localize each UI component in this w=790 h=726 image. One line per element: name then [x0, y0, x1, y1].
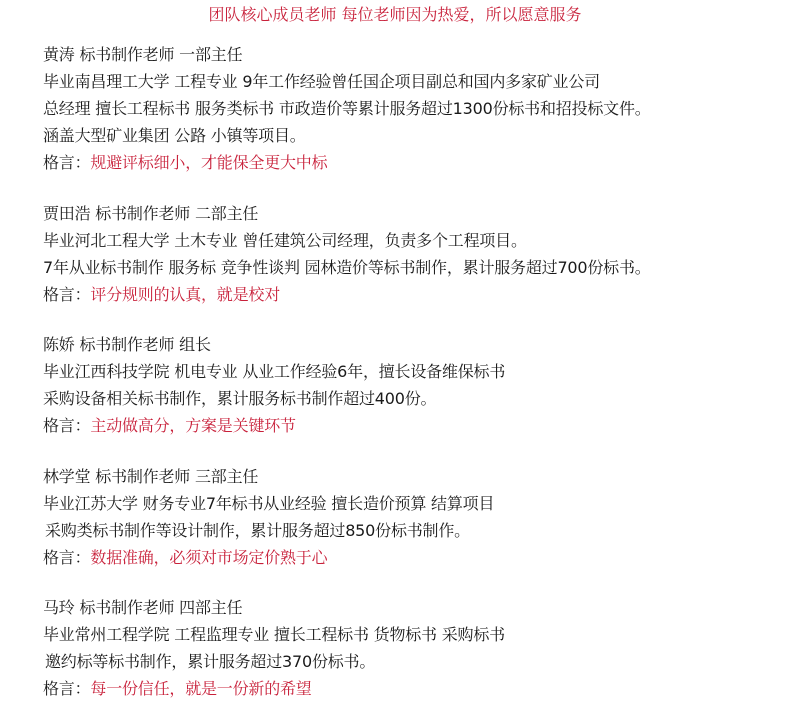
- member-heading: 陈娇 标书制作老师 组长: [43, 335, 211, 354]
- member-bio-line: 涵盖大型矿业集团 公路 小镇等项目。: [43, 126, 306, 145]
- member-motto: [43, 149, 783, 176]
- member-bio-line: 总经理 擅长工程标书 服务类标书 市政造价等累计服务超过1300份标书和招投标文件。: [43, 99, 651, 118]
- page-title: 团队核心成员老师 每位老师因为热爱，所以愿意服务: [208, 5, 582, 24]
- motto-text: 数据准确，必须对市场定价熟于心: [90, 547, 328, 567]
- member-motto: [43, 675, 783, 702]
- member-motto: [43, 544, 783, 571]
- member-bio-line: 毕业南昌理工大学 工程专业 9年工作经验曾任国企项目副总和国内多家矿业公司: [43, 72, 600, 91]
- member-bio-line: 采购设备相关标书制作，累计服务标书制作超过400份。: [43, 389, 437, 408]
- team-member-list: [43, 41, 783, 726]
- team-member-card: [43, 331, 783, 439]
- member-motto: [43, 281, 783, 308]
- member-heading: 黄涛 标书制作老师 一部主任: [43, 45, 243, 64]
- motto-text: 主动做高分，方案是关键环节: [90, 416, 296, 435]
- member-bio-line: 毕业常州工程学院 工程监理专业 擅长工程标书 货物标书 采购标书: [43, 625, 505, 644]
- member-bio-line: 毕业江西科技学院 机电专业 从业工作经验6年，擅长设备维保标书: [43, 362, 506, 381]
- team-member-card: [43, 200, 783, 308]
- motto-text: 每一份信任，就是一份新的希望: [90, 679, 312, 698]
- team-member-card: [43, 463, 783, 571]
- member-bio-line: 7年从业标书制作 服务标 竞争性谈判 园林造价等标书制作，累计服务超过700份标书。: [43, 257, 651, 277]
- motto-label: 格言：: [43, 284, 91, 304]
- member-bio-line: 毕业河北工程大学 土木专业 曾任建筑公司经理，负责多个工程项目。: [43, 230, 527, 250]
- member-bio-line: 邀约标等标书制作，累计服务超过370份标书。: [45, 652, 376, 671]
- member-heading: 马玲 标书制作老师 四部主任: [43, 598, 243, 617]
- motto-text: 规避评标细小，才能保全更大中标: [90, 153, 328, 172]
- member-motto: [43, 412, 783, 439]
- motto-label: 格言：: [43, 547, 91, 567]
- motto-label: 格言：: [43, 153, 91, 172]
- member-heading: 贾田浩 标书制作老师 二部主任: [43, 203, 259, 223]
- motto-text: 评分规则的认真，就是校对: [90, 284, 281, 304]
- team-member-card: [43, 41, 783, 176]
- team-member-card: [43, 594, 783, 702]
- member-heading: 林学堂 标书制作老师 三部主任: [43, 466, 259, 486]
- member-bio-line: 毕业江苏大学 财务专业7年标书从业经验 擅长造价预算 结算项目: [43, 493, 495, 513]
- motto-label: 格言：: [43, 416, 91, 435]
- motto-label: 格言：: [43, 679, 91, 698]
- member-bio-line: 采购类标书制作等设计制作，累计服务超过850份标书制作。: [45, 520, 470, 540]
